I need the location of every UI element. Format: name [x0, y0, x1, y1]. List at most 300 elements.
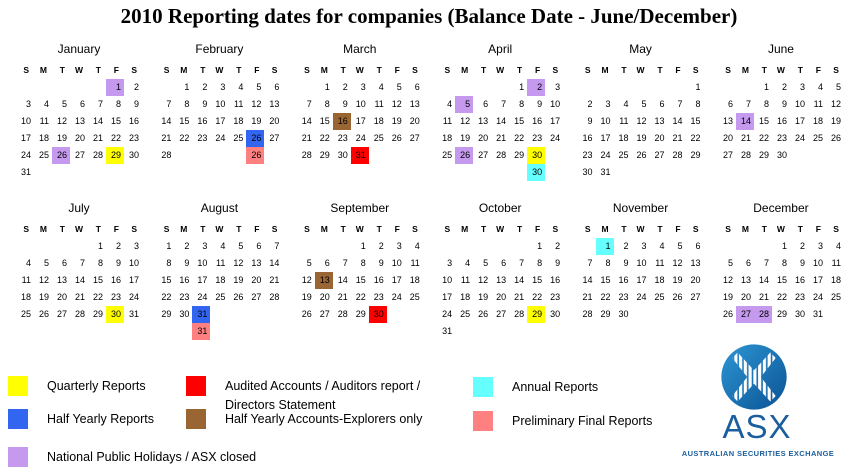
day-cell: 12 — [636, 116, 647, 126]
day-cell: 11 — [442, 116, 453, 126]
empty-cell — [16, 323, 34, 340]
empty-cell — [264, 306, 282, 323]
empty-cell — [333, 164, 351, 181]
day-cell: 14 — [92, 116, 103, 126]
day-cell: 7 — [166, 99, 172, 109]
day-header: S — [444, 65, 451, 75]
day-header: W — [215, 224, 224, 234]
day-header: S — [163, 65, 170, 75]
day-header: M — [461, 224, 469, 234]
day-cell: 5 — [61, 99, 67, 109]
day-header: M — [180, 65, 188, 75]
day-header: M — [601, 224, 609, 234]
empty-cell — [491, 323, 509, 340]
empty-cell — [405, 164, 423, 181]
empty-cell — [124, 323, 142, 340]
legend-label: Annual Reports — [512, 380, 599, 394]
empty-cell — [736, 323, 754, 340]
day-cell: 29 — [527, 306, 545, 323]
day-cell: 2 — [202, 82, 208, 92]
day-header: S — [131, 65, 137, 75]
empty-cell — [210, 147, 228, 164]
day-header: T — [236, 224, 242, 234]
empty-cell — [473, 238, 491, 255]
empty-cell — [455, 79, 473, 96]
empty-cell — [686, 306, 704, 323]
empty-cell — [106, 323, 124, 340]
day-cell: 3 — [799, 82, 805, 92]
day-header: W — [636, 224, 645, 234]
day-cell: 16 — [618, 275, 629, 285]
day-header: F — [815, 65, 821, 75]
day-cell: 14 — [672, 116, 683, 126]
empty-cell — [578, 323, 596, 340]
day-cell: 26 — [636, 150, 647, 160]
empty-cell — [437, 79, 455, 96]
day-cell: 25 — [373, 133, 384, 143]
day-cell: 9 — [781, 99, 787, 109]
day-cell: 1 — [166, 241, 172, 251]
day-cell: 4 — [414, 241, 420, 251]
day-cell: 12 — [301, 275, 312, 285]
legend-label-line2: Directors Statement — [225, 398, 336, 412]
day-cell: 24 — [442, 309, 453, 319]
day-cell: 26 — [722, 309, 733, 319]
day-cell: 30 — [550, 309, 561, 319]
day-cell: 16 — [128, 116, 139, 126]
day-cell: 24 — [197, 292, 208, 302]
day-cell: 18 — [373, 116, 384, 126]
day-header: W — [496, 224, 505, 234]
day-cell: 14 — [269, 258, 280, 268]
empty-cell — [34, 238, 52, 255]
empty-cell — [210, 164, 228, 181]
day-header: W — [355, 224, 364, 234]
day-cell: 16 — [776, 116, 787, 126]
empty-cell — [369, 323, 387, 340]
empty-cell — [790, 147, 808, 164]
day-header: S — [304, 65, 310, 75]
day-cell: 11 — [831, 258, 841, 268]
day-cell: 27 — [496, 309, 507, 319]
day-cell: 1 — [97, 241, 103, 251]
empty-cell — [718, 323, 736, 340]
day-cell: 14 — [337, 275, 348, 285]
day-cell: 26 — [246, 147, 264, 164]
day-cell: 30 — [106, 306, 124, 323]
day-cell: 3 — [202, 241, 208, 251]
day-header: S — [271, 65, 278, 75]
day-cell: 14 — [582, 275, 593, 285]
day-header: T — [480, 224, 487, 234]
day-cell: 18 — [830, 275, 841, 285]
day-cell: 17 — [812, 275, 823, 285]
empty-cell — [614, 79, 632, 96]
month-grid — [156, 62, 282, 181]
empty-cell — [754, 238, 772, 255]
asx-logo-icon — [720, 343, 788, 411]
day-header: M — [741, 224, 749, 234]
day-cell: 24 — [20, 150, 31, 160]
empty-cell — [772, 323, 790, 340]
day-cell: 19 — [672, 275, 683, 285]
day-cell: 25 — [442, 150, 453, 160]
day-cell: 8 — [360, 258, 366, 268]
day-cell: 21 — [758, 292, 769, 302]
day-cell: 19 — [301, 292, 312, 302]
empty-cell — [632, 79, 650, 96]
day-cell: 21 — [269, 275, 280, 285]
day-header: S — [304, 224, 310, 234]
day-cell: 11 — [39, 116, 49, 126]
empty-cell — [16, 238, 34, 255]
day-header: M — [741, 65, 749, 75]
empty-cell — [174, 323, 192, 340]
day-header: F — [534, 224, 541, 234]
day-cell: 4 — [659, 241, 665, 251]
day-cell: 10 — [215, 99, 226, 109]
month-grid — [16, 221, 142, 340]
empty-cell — [668, 306, 686, 323]
day-cell: 13 — [409, 99, 420, 109]
day-cell: 1 — [537, 241, 543, 251]
day-cell: 27 — [722, 150, 733, 160]
day-cell: 7 — [519, 258, 525, 268]
day-cell: 4 — [465, 258, 471, 268]
day-cell: 9 — [184, 258, 190, 268]
empty-cell — [473, 323, 491, 340]
empty-cell — [668, 79, 686, 96]
empty-cell — [736, 238, 754, 255]
day-cell: 13 — [654, 116, 665, 126]
day-cell: 25 — [38, 150, 49, 160]
day-header: S — [23, 224, 29, 234]
empty-cell — [668, 323, 686, 340]
day-cell: 20 — [74, 133, 85, 143]
day-cell: 12 — [478, 275, 489, 285]
day-cell: 10 — [794, 99, 805, 109]
day-cell: 21 — [582, 292, 593, 302]
empty-cell — [387, 306, 405, 323]
day-cell: 24 — [812, 292, 823, 302]
empty-cell — [826, 306, 844, 323]
day-cell: 23 — [582, 150, 593, 160]
empty-cell — [297, 238, 315, 255]
day-cell: 22 — [161, 292, 172, 302]
day-cell: 28 — [672, 150, 683, 160]
day-cell: 11 — [216, 258, 226, 268]
empty-cell — [826, 323, 844, 340]
day-cell: 10 — [20, 116, 31, 126]
day-cell: 10 — [391, 258, 402, 268]
day-cell: 1 — [324, 82, 330, 92]
day-cell: 20 — [251, 275, 262, 285]
day-cell: 15 — [110, 116, 121, 126]
day-cell: 8 — [763, 99, 769, 109]
month-may — [578, 42, 704, 181]
day-cell: 15 — [92, 275, 103, 285]
day-cell: 5 — [455, 96, 473, 113]
day-cell: 11 — [460, 275, 471, 285]
day-cell: 7 — [97, 99, 103, 109]
day-cell: 13 — [496, 275, 507, 285]
empty-cell — [333, 238, 351, 255]
day-cell: 17 — [636, 275, 647, 285]
day-cell: 12 — [391, 99, 402, 109]
day-cell: 29 — [776, 309, 787, 319]
day-cell: 5 — [306, 258, 312, 268]
day-cell: 21 — [740, 133, 751, 143]
day-header: S — [163, 224, 170, 234]
legend-item-half-yearly — [8, 409, 154, 429]
empty-cell — [34, 164, 52, 181]
day-cell: 3 — [555, 82, 561, 92]
preliminary-color-swatch — [473, 411, 493, 431]
day-cell: 30 — [179, 309, 190, 319]
day-header: S — [833, 224, 839, 234]
day-cell: 30 — [337, 150, 348, 160]
day-cell: 26 — [38, 309, 49, 319]
day-cell: 2 — [342, 82, 348, 92]
day-cell: 14 — [74, 275, 85, 285]
day-cell: 1 — [695, 82, 701, 92]
asx-logo-wordmark: ASX — [722, 408, 792, 445]
month-title: June — [767, 42, 794, 56]
day-cell: 11 — [619, 116, 629, 126]
empty-cell — [315, 238, 333, 255]
month-grid — [16, 62, 142, 181]
day-cell: 27 — [654, 150, 665, 160]
day-cell: 20 — [409, 116, 420, 126]
day-cell: 20 — [56, 292, 67, 302]
day-cell: 7 — [587, 258, 593, 268]
empty-cell — [210, 323, 228, 340]
day-cell: 3 — [447, 258, 453, 268]
calendar-row-top — [16, 42, 844, 181]
day-cell: 5 — [396, 82, 402, 92]
empty-cell — [754, 323, 772, 340]
day-cell: 12 — [460, 116, 471, 126]
month-october — [437, 201, 563, 340]
day-cell: 18 — [618, 133, 629, 143]
empty-cell — [156, 164, 174, 181]
day-cell: 25 — [233, 133, 244, 143]
day-cell: 23 — [337, 133, 348, 143]
day-cell: 31 — [600, 167, 611, 177]
day-cell: 17 — [128, 275, 139, 285]
empty-cell — [686, 323, 704, 340]
day-cell: 31 — [128, 309, 139, 319]
empty-cell — [264, 323, 282, 340]
day-cell: 19 — [636, 133, 647, 143]
empty-cell — [772, 164, 790, 181]
day-cell: 18 — [215, 275, 226, 285]
day-cell: 25 — [830, 292, 841, 302]
day-cell: 31 — [192, 323, 210, 340]
day-cell: 17 — [197, 275, 208, 285]
month-title: January — [57, 42, 101, 56]
day-cell: 15 — [758, 116, 769, 126]
day-cell: 10 — [636, 258, 647, 268]
day-cell: 17 — [391, 275, 402, 285]
day-cell: 7 — [306, 99, 312, 109]
day-cell: 13 — [269, 99, 280, 109]
day-cell: 21 — [496, 133, 507, 143]
day-cell: 14 — [301, 116, 312, 126]
empty-cell — [578, 238, 596, 255]
day-header: F — [394, 224, 400, 234]
day-cell: 3 — [133, 241, 139, 251]
month-grid — [156, 221, 282, 340]
day-cell: 1 — [781, 241, 787, 251]
day-cell: 11 — [813, 99, 823, 109]
day-cell: 20 — [319, 292, 330, 302]
day-cell: 28 — [514, 309, 525, 319]
day-cell: 14 — [758, 275, 769, 285]
day-cell: 30 — [776, 150, 787, 160]
day-cell: 8 — [519, 99, 525, 109]
day-cell: 28 — [337, 309, 348, 319]
day-cell: 6 — [483, 99, 489, 109]
day-header: T — [95, 65, 101, 75]
legend-label-line1: Audited Accounts / Auditors report / — [225, 379, 421, 393]
day-header: S — [725, 224, 731, 234]
empty-cell — [297, 323, 315, 340]
day-cell: 24 — [636, 292, 647, 302]
day-cell: 9 — [342, 99, 348, 109]
empty-cell — [174, 164, 192, 181]
month-grid — [437, 62, 563, 181]
day-cell: 21 — [92, 133, 103, 143]
empty-cell — [596, 323, 614, 340]
empty-cell — [527, 323, 545, 340]
day-cell: 23 — [794, 292, 805, 302]
day-cell: 21 — [161, 133, 172, 143]
day-cell: 13 — [251, 258, 262, 268]
empty-cell — [52, 238, 70, 255]
day-cell: 19 — [391, 116, 402, 126]
day-cell: 6 — [727, 99, 733, 109]
day-cell: 18 — [812, 116, 823, 126]
day-cell: 25 — [215, 292, 226, 302]
day-cell: 27 — [690, 292, 701, 302]
legend-item-explorers — [186, 409, 422, 429]
day-header: T — [59, 224, 65, 234]
day-cell: 20 — [478, 133, 489, 143]
empty-cell — [387, 164, 405, 181]
empty-cell — [333, 323, 351, 340]
day-cell: 18 — [20, 292, 31, 302]
day-cell: 21 — [301, 133, 312, 143]
day-cell: 25 — [812, 133, 823, 143]
day-cell: 4 — [817, 82, 823, 92]
day-cell: 4 — [835, 241, 841, 251]
day-header: S — [271, 224, 278, 234]
day-cell: 22 — [514, 133, 525, 143]
legend-item-preliminary — [473, 411, 652, 431]
empty-cell — [369, 164, 387, 181]
day-cell: 6 — [61, 258, 67, 268]
empty-cell — [246, 306, 264, 323]
day-header: T — [797, 65, 803, 75]
day-header: M — [461, 65, 469, 75]
day-header: S — [412, 224, 418, 234]
day-cell: 16 — [582, 133, 593, 143]
day-cell: 30 — [527, 147, 545, 164]
day-header: S — [584, 224, 591, 234]
day-cell: 2 — [527, 79, 545, 96]
empty-cell — [387, 147, 405, 164]
day-cell: 2 — [587, 99, 593, 109]
empty-cell — [246, 323, 264, 340]
month-title: February — [195, 42, 244, 56]
day-cell: 14 — [496, 116, 507, 126]
legend-label: Quarterly Reports — [47, 379, 146, 393]
legend-item-quarterly — [8, 376, 146, 396]
day-cell: 19 — [56, 133, 67, 143]
day-cell: 23 — [776, 133, 787, 143]
day-cell: 18 — [654, 275, 665, 285]
day-cell: 22 — [532, 292, 543, 302]
day-header: S — [552, 65, 559, 75]
empty-cell — [545, 164, 563, 181]
day-cell: 6 — [79, 99, 85, 109]
day-cell: 21 — [337, 292, 348, 302]
day-cell: 25 — [654, 292, 665, 302]
holidays-color-swatch — [8, 447, 28, 467]
day-cell: 9 — [537, 99, 543, 109]
day-cell: 19 — [460, 133, 471, 143]
day-cell: 5 — [43, 258, 49, 268]
empty-cell — [650, 306, 668, 323]
day-cell: 22 — [92, 292, 103, 302]
day-cell: 24 — [355, 133, 366, 143]
day-cell: 10 — [550, 99, 561, 109]
empty-cell — [632, 323, 650, 340]
empty-cell — [297, 164, 315, 181]
empty-cell — [264, 164, 282, 181]
month-grid — [718, 221, 844, 340]
day-header: T — [480, 65, 487, 75]
day-cell: 22 — [110, 133, 121, 143]
month-september — [297, 201, 423, 340]
empty-cell — [210, 306, 228, 323]
day-cell: 15 — [600, 275, 611, 285]
day-header: S — [131, 224, 137, 234]
day-cell: 8 — [115, 99, 121, 109]
month-grid — [578, 221, 704, 340]
empty-cell — [106, 164, 124, 181]
day-cell: 24 — [794, 133, 805, 143]
empty-cell — [736, 164, 754, 181]
day-cell: 28 — [301, 150, 312, 160]
empty-cell — [34, 79, 52, 96]
day-cell: 19 — [233, 275, 244, 285]
empty-cell — [315, 323, 333, 340]
empty-cell — [473, 164, 491, 181]
day-cell: 3 — [360, 82, 366, 92]
day-cell: 5 — [238, 241, 244, 251]
empty-cell — [455, 164, 473, 181]
day-cell: 31 — [442, 326, 453, 336]
day-cell: 10 — [600, 116, 611, 126]
day-cell: 8 — [166, 258, 172, 268]
day-cell: 11 — [21, 275, 31, 285]
day-cell: 5 — [256, 82, 262, 92]
day-cell: 2 — [378, 241, 384, 251]
day-cell: 21 — [672, 133, 683, 143]
day-cell: 16 — [197, 116, 208, 126]
